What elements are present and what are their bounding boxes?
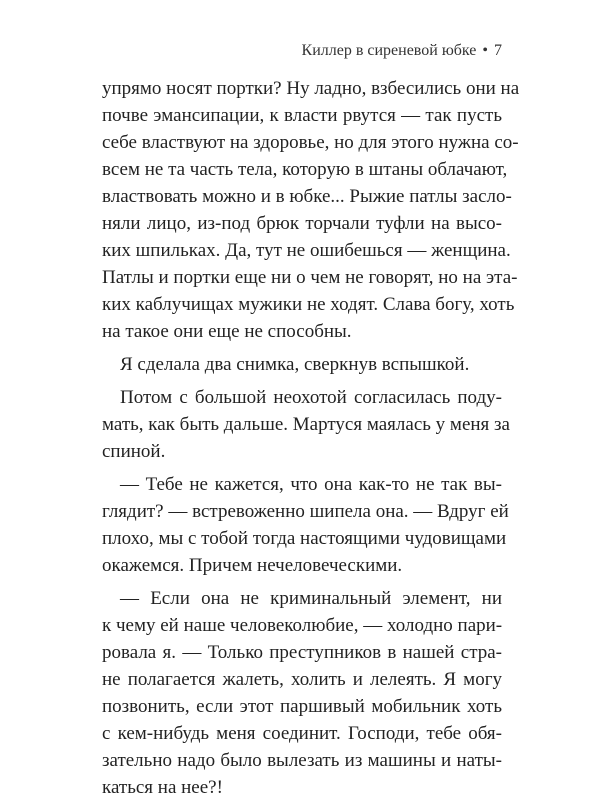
text-line: себе властвуют на здоровье, но для этого нужна со-: [102, 132, 519, 153]
text-line: с кем-нибудь меня соединит. Господи, тебе обя-: [102, 723, 502, 744]
text-line: Потом с большой неохотой согласилась поду-: [120, 387, 502, 408]
text-line: Патлы и портки еще ни о чем не говорят, но на эта-: [102, 267, 518, 288]
text-line: на такое они еще не способны.: [102, 321, 352, 342]
text-line: всем не та часть тела, которую в штаны облачают,: [102, 159, 508, 180]
text-line: властвовать можно и в юбке... Рыжие патлы засло-: [102, 186, 512, 207]
text-line: окажемся. Причем нечеловеческими.: [102, 555, 403, 576]
text-line: к чему ей наше человеколюбие, — холодно пари-: [102, 615, 503, 636]
text-line: каться на нее?!: [102, 777, 223, 798]
paragraph-1: [102, 75, 520, 345]
page-number: 7: [494, 42, 502, 59]
text-line: спиной.: [102, 441, 166, 462]
text-line: глядит? — встревоженно шипела она. — Вдруг ей: [102, 501, 509, 522]
text-line: Я сделала два снимка, сверкнув вспышкой.: [120, 354, 470, 375]
text-line: ких шпильках. Да, тут не ошибешься — женщина.: [102, 240, 511, 261]
paragraph-3: [102, 384, 510, 465]
text-line: ких каблучищах мужики не ходят. Слава богу, хоть: [102, 294, 515, 315]
text-line: позвонить, если этот паршивый мобильник хоть: [102, 696, 502, 717]
text-line: упрямо носят портки? Ну ладно, взбесились они на: [102, 78, 520, 99]
paragraph-4: [102, 471, 509, 579]
book-title: Киллер в сиреневой юбке: [301, 42, 477, 59]
text-line: мать, как быть дальше. Мартуся маялась у меня за: [102, 414, 510, 435]
text-line: — Тебе не кажется, что она как-то не так вы-: [120, 474, 502, 495]
text-line: не полагается жалеть, холить и лелеять. Я могу: [102, 669, 502, 690]
text-line: ровала я. — Только преступников в нашей стра-: [102, 642, 502, 663]
running-header: [302, 42, 502, 60]
paragraph-5: [102, 585, 502, 801]
text-line: няли лицо, из-под брюк торчали туфли на высо-: [102, 213, 502, 234]
text-line: плохо, мы с тобой тогда настоящими чудовищами: [102, 528, 507, 549]
header-bullet: •: [482, 42, 488, 59]
body-text: [102, 75, 520, 801]
text-line: — Если она не криминальный элемент, ни: [120, 588, 502, 609]
text-line: зательно надо было вылезать из машины и наты-: [102, 750, 502, 771]
text-line: почве эмансипации, к власти рвутся — так пусть: [102, 105, 502, 126]
paragraph-2: [102, 351, 502, 378]
